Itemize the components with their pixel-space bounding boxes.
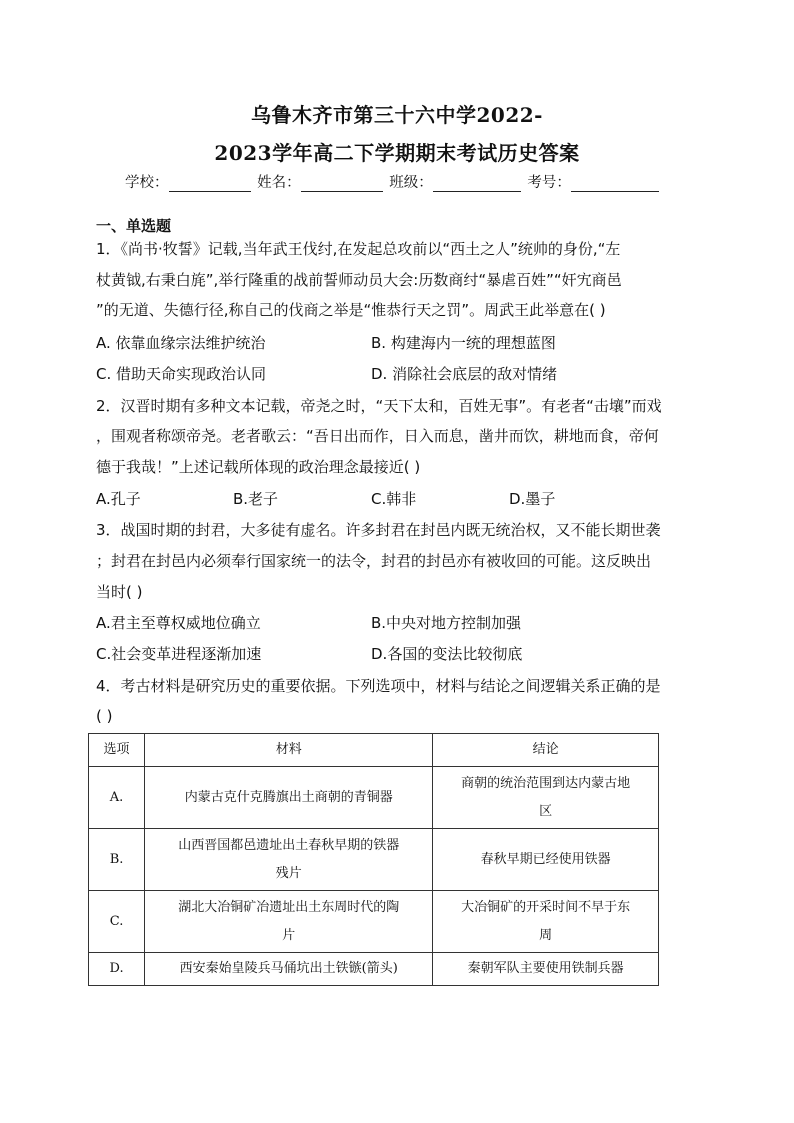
question-3-option-a: A.君主至尊权威地位确立 xyxy=(96,614,261,632)
table-row xyxy=(89,953,659,986)
student-info-row xyxy=(125,171,661,192)
table-cell-option: A. xyxy=(89,767,145,829)
table-cell-material xyxy=(145,953,433,986)
question-4-line-1: 4．考古材料是研究历史的重要依据。下列选项中，材料与结论之间逻辑关系正确的是 xyxy=(96,677,661,695)
question-3-option-b: B.中央对地方控制加强 xyxy=(371,614,522,632)
question-3-line-1: 3．战国时期的封君，大多徒有虚名。许多封君在封邑内既无统治权，又不能长期世袭 xyxy=(96,521,661,539)
question-4-table xyxy=(88,733,659,986)
table-cell-conclusion xyxy=(433,829,659,891)
conclusion-line: 商朝的统治范围到达内蒙古地 xyxy=(461,775,631,791)
table-row xyxy=(89,891,659,953)
table-cell-material xyxy=(145,891,433,953)
question-2-option-a: A.孔子 xyxy=(96,490,141,508)
question-3-line-2: ；封君在封邑内必须奉行国家统一的法令，封君的封邑亦有被收回的可能。这反映出 xyxy=(96,552,652,570)
table-cell-conclusion xyxy=(433,891,659,953)
question-1-option-d: D. 消除社会底层的敌对情绪 xyxy=(371,365,558,383)
table-header-row xyxy=(89,734,659,767)
conclusion-line: 秦朝军队主要使用铁制兵器 xyxy=(467,961,624,976)
table-cell-conclusion xyxy=(433,767,659,829)
table-cell-option: D. xyxy=(89,953,145,986)
table-cell-option: C. xyxy=(89,891,145,953)
question-2-option-c: C.韩非 xyxy=(371,490,417,508)
conclusion-line: 区 xyxy=(539,803,553,819)
question-2-line-2: ，围观者称颂帝尧。老者歌云：“吾日出而作，日入而息，凿井而饮，耕地而食，帝何 xyxy=(96,427,659,445)
question-4-line-2: ( ) xyxy=(96,707,113,725)
conclusion-line: 春秋早期已经使用铁器 xyxy=(480,851,611,867)
question-3-option-d: D.各国的变法比较彻底 xyxy=(371,645,523,663)
table-row xyxy=(89,829,659,891)
name-label: 姓名： xyxy=(257,175,301,191)
material-line: 湖北大冶铜矿冶遗址出土东周时代的陶 xyxy=(178,899,400,915)
conclusion-line: 大冶铜矿的开采时间不早于东 xyxy=(461,899,631,915)
exam-number-label: 考号： xyxy=(527,175,571,191)
material-line: 西安秦始皇陵兵马俑坑出土铁镞(箭头) xyxy=(179,961,398,976)
question-3-option-c: C.社会变革进程逐渐加速 xyxy=(96,645,262,663)
question-1-line-3: ”的无道、失德行径,称自己的伐商之举是“惟恭行天之罚”。周武王此举意在( ) xyxy=(96,301,606,319)
table-cell-conclusion xyxy=(433,953,659,986)
material-line: 残片 xyxy=(275,865,302,881)
school-blank xyxy=(169,175,251,192)
class-label: 班级： xyxy=(389,175,433,191)
question-1-line-1: 1．《尚书·牧誓》记载,当年武王伐纣,在发起总攻前以“西土之人”统帅的身份,“左 xyxy=(96,240,621,258)
class-blank xyxy=(433,175,521,192)
question-1-option-a: A. 依靠血缘宗法维护统治 xyxy=(96,334,266,352)
material-line: 片 xyxy=(282,927,296,943)
page-title-line-1: 乌鲁木齐市第三十六中学2022- xyxy=(251,103,543,127)
page-title-line-2: 2023学年高二下学期期末考试历史答案 xyxy=(214,141,580,165)
material-line: 山西晋国都邑遗址出土春秋早期的铁器 xyxy=(178,837,400,853)
section-title: 一、单选题 xyxy=(96,217,172,235)
question-2-line-3: 德于我哉！”上述记载所体现的政治理念最接近( ) xyxy=(96,458,421,476)
question-3-line-3: 当时( ) xyxy=(96,583,143,601)
conclusion-line: 周 xyxy=(539,927,553,943)
question-1-option-c: C. 借助天命实现政治认同 xyxy=(96,365,267,383)
table-header-option: 选项 xyxy=(89,734,145,767)
table-cell-material xyxy=(145,767,433,829)
material-line: 内蒙古克什克腾旗出土商朝的青铜器 xyxy=(184,789,393,805)
table-row xyxy=(89,767,659,829)
question-2-option-d: D.墨子 xyxy=(509,490,556,508)
question-2-option-b: B.老子 xyxy=(233,490,279,508)
question-1-line-2: 杖黄钺,右秉白旄”,举行隆重的战前誓师动员大会:历数商纣“暴虐百姓”“奸宄商邑 xyxy=(96,271,622,289)
table-cell-option: B. xyxy=(89,829,145,891)
exam-number-blank xyxy=(571,175,659,192)
table-header-material: 材料 xyxy=(145,734,433,767)
question-2-line-1: 2．汉晋时期有多种文本记载，帝尧之时，“天下太和，百姓无事”。有老者“击壤”而戏 xyxy=(96,397,662,415)
name-blank xyxy=(301,175,383,192)
table-header-conclusion: 结论 xyxy=(433,734,659,767)
school-label: 学校： xyxy=(125,175,169,191)
table-cell-material xyxy=(145,829,433,891)
question-1-option-b: B. 构建海内一统的理想蓝图 xyxy=(371,334,556,352)
